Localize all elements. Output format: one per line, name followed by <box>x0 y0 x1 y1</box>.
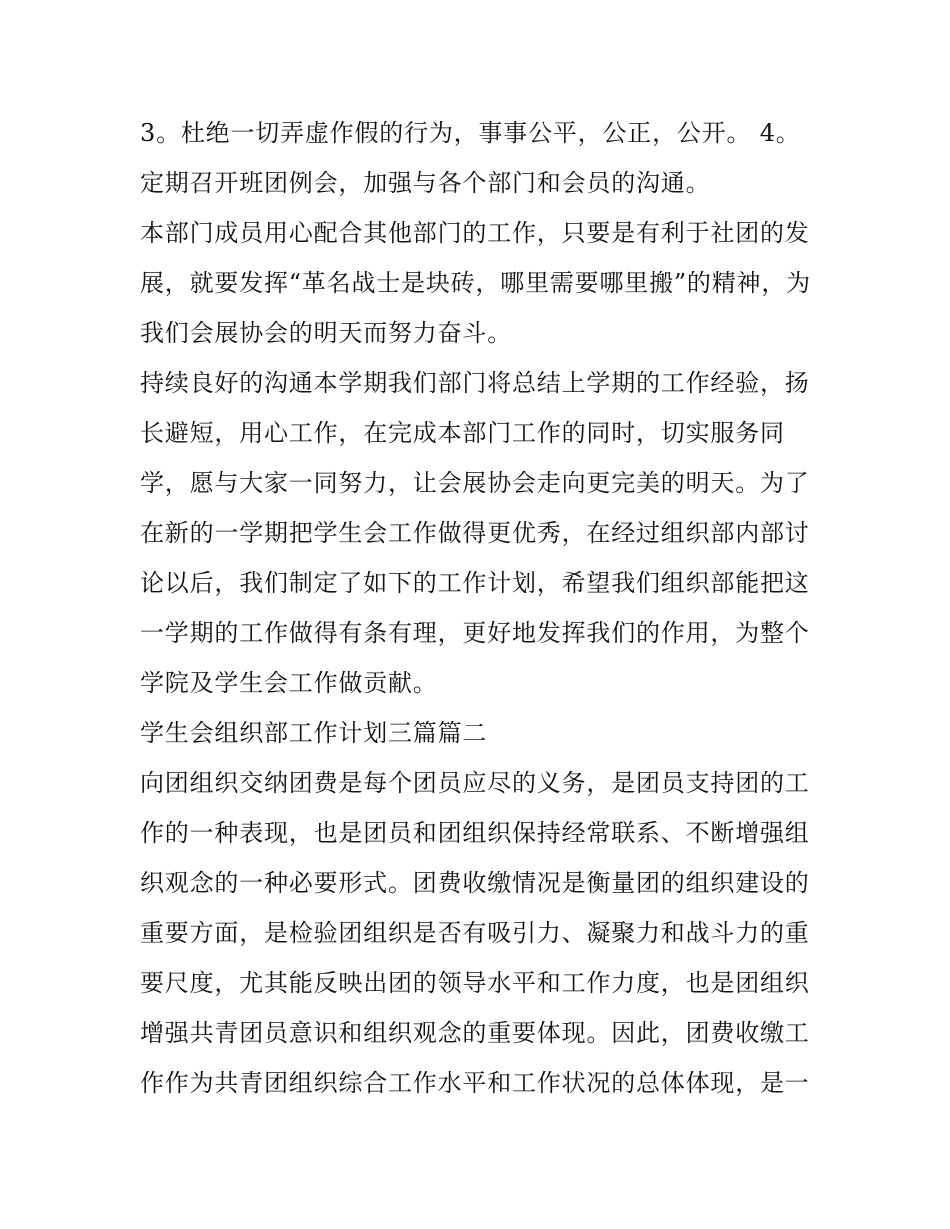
text-line: 学，愿与大家一同努力，让会展协会走向更完美的明天。为了 <box>140 469 810 497</box>
text-line: 要尺度，尤其能反映出团的领导水平和工作力度，也是团组织 <box>140 969 810 997</box>
text-line: 一学期的工作做得有条有理，更好地发挥我们的作用，为整个 <box>140 619 810 647</box>
text-line: 在新的一学期把学生会工作做得更优秀，在经过组织部内部讨 <box>140 519 810 547</box>
text-line: 3。杜绝一切弄虚作假的行为，事事公平，公正，公开。 4。 <box>140 119 801 147</box>
text-line: 本部门成员用心配合其他部门的工作，只要是有利于社团的发 <box>140 219 810 247</box>
text-line: 作的一种表现，也是团员和团组织保持经常联系、不断增强组 <box>140 819 810 847</box>
text-line: 织观念的一种必要形式。团费收缴情况是衡量团的组织建设的 <box>140 869 810 897</box>
text-line: 我们会展协会的明天而努力奋斗。 <box>140 319 512 347</box>
text-line: 持续良好的沟通本学期我们部门将总结上学期的工作经验，扬 <box>140 369 810 397</box>
text-line: 定期召开班团例会，加强与各个部门和会员的沟通。 <box>140 169 711 197</box>
text-line: 增强共青团员意识和组织观念的重要体现。因此，团费收缴工 <box>140 1019 810 1047</box>
text-line: 学院及学生会工作做贡献。 <box>140 669 438 697</box>
text-line: 重要方面，是检验团组织是否有吸引力、凝聚力和战斗力的重 <box>140 919 810 947</box>
text-line: 向团组织交纳团费是每个团员应尽的义务，是团员支持团的工 <box>140 769 810 797</box>
text-line: 展，就要发挥“革名战士是块砖，哪里需要哪里搬”的精神，为 <box>140 269 811 297</box>
text-line: 长避短，用心工作，在完成本部门工作的同时，切实服务同 <box>140 419 785 447</box>
text-line: 论以后，我们制定了如下的工作计划，希望我们组织部能把这 <box>140 569 810 597</box>
document-body <box>140 108 820 1108</box>
text-line: 作作为共青团组织综合工作水平和工作状况的总体体现，是一 <box>140 1069 810 1097</box>
section-heading: 学生会组织部工作计划三篇篇二 <box>140 719 488 747</box>
